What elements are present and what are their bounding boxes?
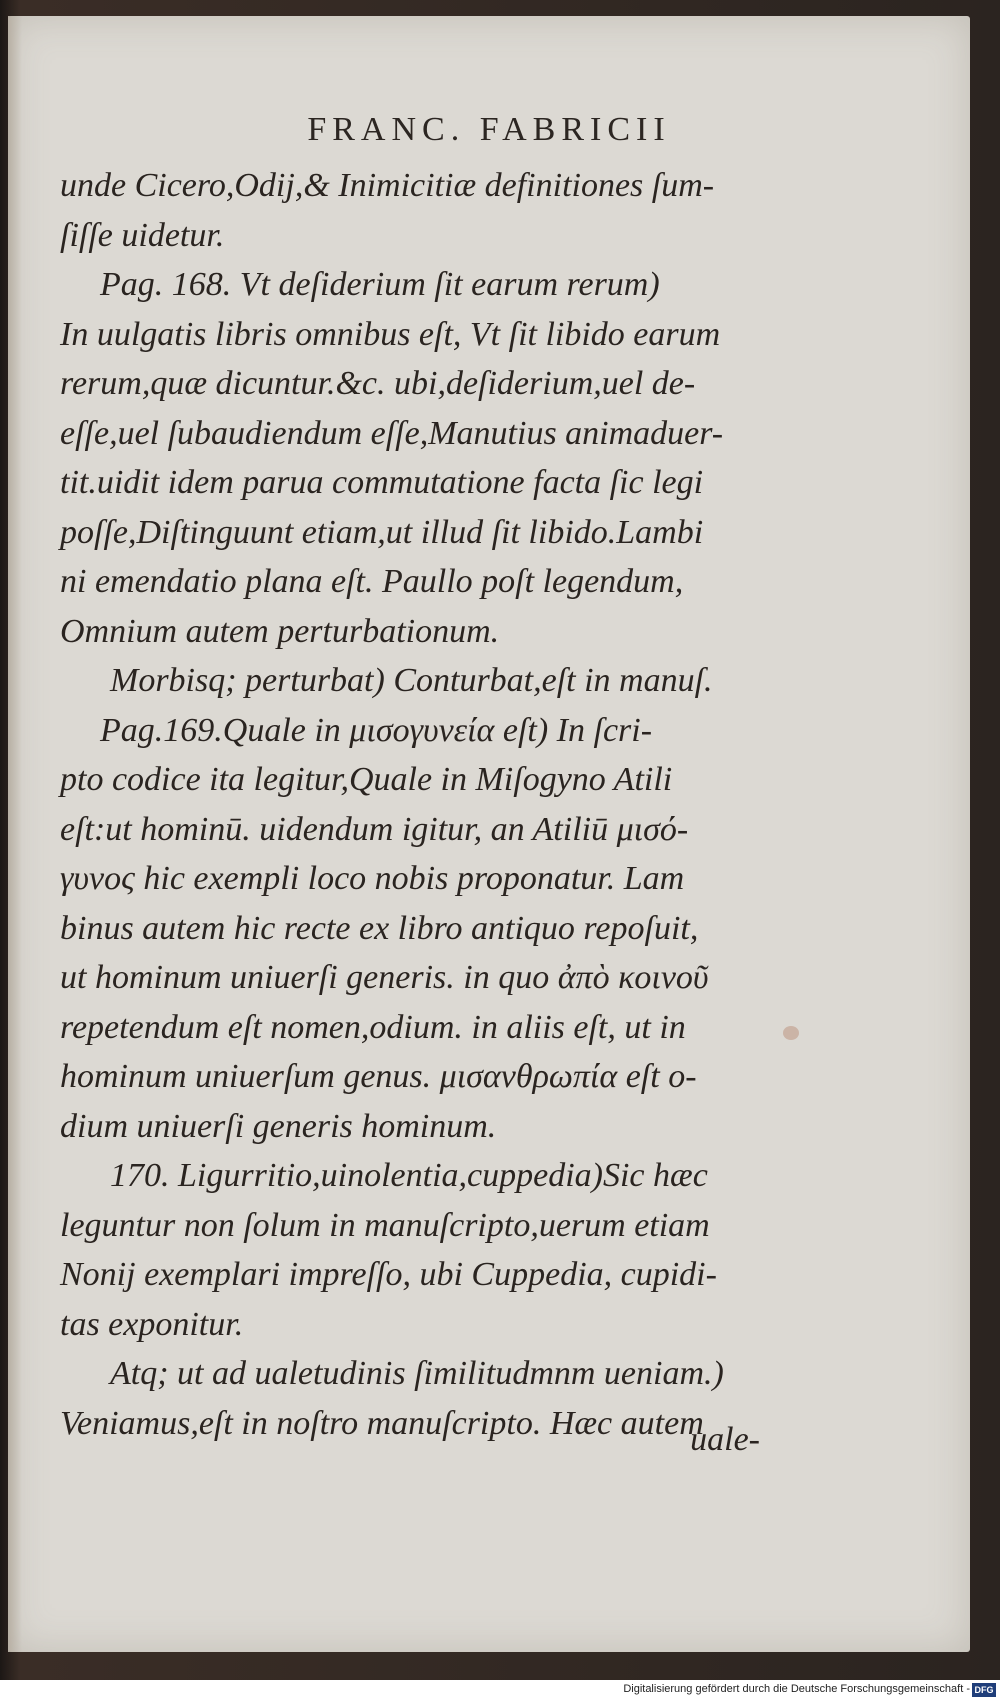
funding-credit: Digitalisierung gefördert durch die Deutsche Forschungsgemeinschaft -: [623, 1683, 970, 1695]
text-line: In uulgatis libris omnibus eſt, Vt ſit libido earum: [60, 315, 721, 353]
text-line: tas exponitur.: [60, 1305, 244, 1343]
text-line: eſſe,uel ſubaudiendum eſſe,Manutius animaduer-: [60, 414, 724, 452]
text-line: leguntur non ſolum in manuſcripto,uerum etiam: [60, 1206, 710, 1244]
dfg-logo: DFG: [972, 1683, 996, 1697]
catchword: uale-: [690, 1421, 760, 1458]
text-line: Veniamus,eſt in noſtro manuſcripto. Hæc autem: [60, 1404, 704, 1442]
text-line: γυνος hic exempli loco nobis proponatur. Lam: [60, 860, 685, 897]
text-line: Pag. 168. Vt deſiderium ſit earum rerum): [100, 266, 660, 303]
book-page: [8, 16, 970, 1652]
paper-stain: [783, 1026, 799, 1040]
text-line: Pag.169.Quale in μισογυνεία eſt) In ſcri-: [100, 711, 653, 749]
text-line: eſt:ut hominū. uidendum igitur, an Atiliū μισό-: [60, 810, 689, 848]
footer-bar: [0, 1680, 1000, 1701]
text-line: tit.uidit idem parua commutatione facta ſic legi: [60, 464, 704, 501]
text-line: repetendum eſt nomen,odium. in aliis eſt, ut in: [60, 1008, 686, 1046]
body-text: [60, 161, 760, 1448]
text-line: dium uniuerſi generis hominum.: [60, 1107, 497, 1145]
text-line: pto codice ita legitur,Quale in Miſogyno Atili: [60, 761, 673, 798]
text-line: poſſe,Diſtinguunt etiam,ut illud ſit libido.Lambi: [60, 513, 704, 551]
running-header: FRANC. FABRICII: [307, 111, 671, 148]
text-line: 170. Ligurritio,uinolentia,cuppedia)Sic hæc: [110, 1157, 708, 1194]
text-line: Omnium autem perturbationum.: [60, 612, 500, 650]
text-line: Nonij exemplari impreſſo, ubi Cuppedia, cupidi-: [60, 1256, 717, 1293]
page-edge-shadow: [8, 16, 22, 1652]
text-line: Atq; ut ad ualetudinis ſimilitudmnm ueniam.): [110, 1355, 724, 1392]
text-line: ni emendatio plana eſt. Paullo poſt legendum,: [60, 563, 684, 600]
text-line: rerum,quæ dicuntur.&c. ubi,deſiderium,uel de-: [60, 365, 696, 402]
text-line: binus autem hic recte ex libro antiquo repoſuit,: [60, 909, 699, 947]
text-line: unde Cicero,Odij,& Inimicitiæ definitiones ſum-: [60, 167, 715, 204]
text-line: ut hominum uniuerſi generis. in quo ἀπὸ κοινοῦ: [60, 959, 709, 996]
text-line: hominum uniuerſum genus. μισανθρωπία eſt o-: [60, 1058, 697, 1095]
text-line: ſiſſe uidetur.: [60, 216, 225, 254]
text-line: Morbisq; perturbat) Conturbat,eſt in manuſ.: [110, 662, 713, 699]
